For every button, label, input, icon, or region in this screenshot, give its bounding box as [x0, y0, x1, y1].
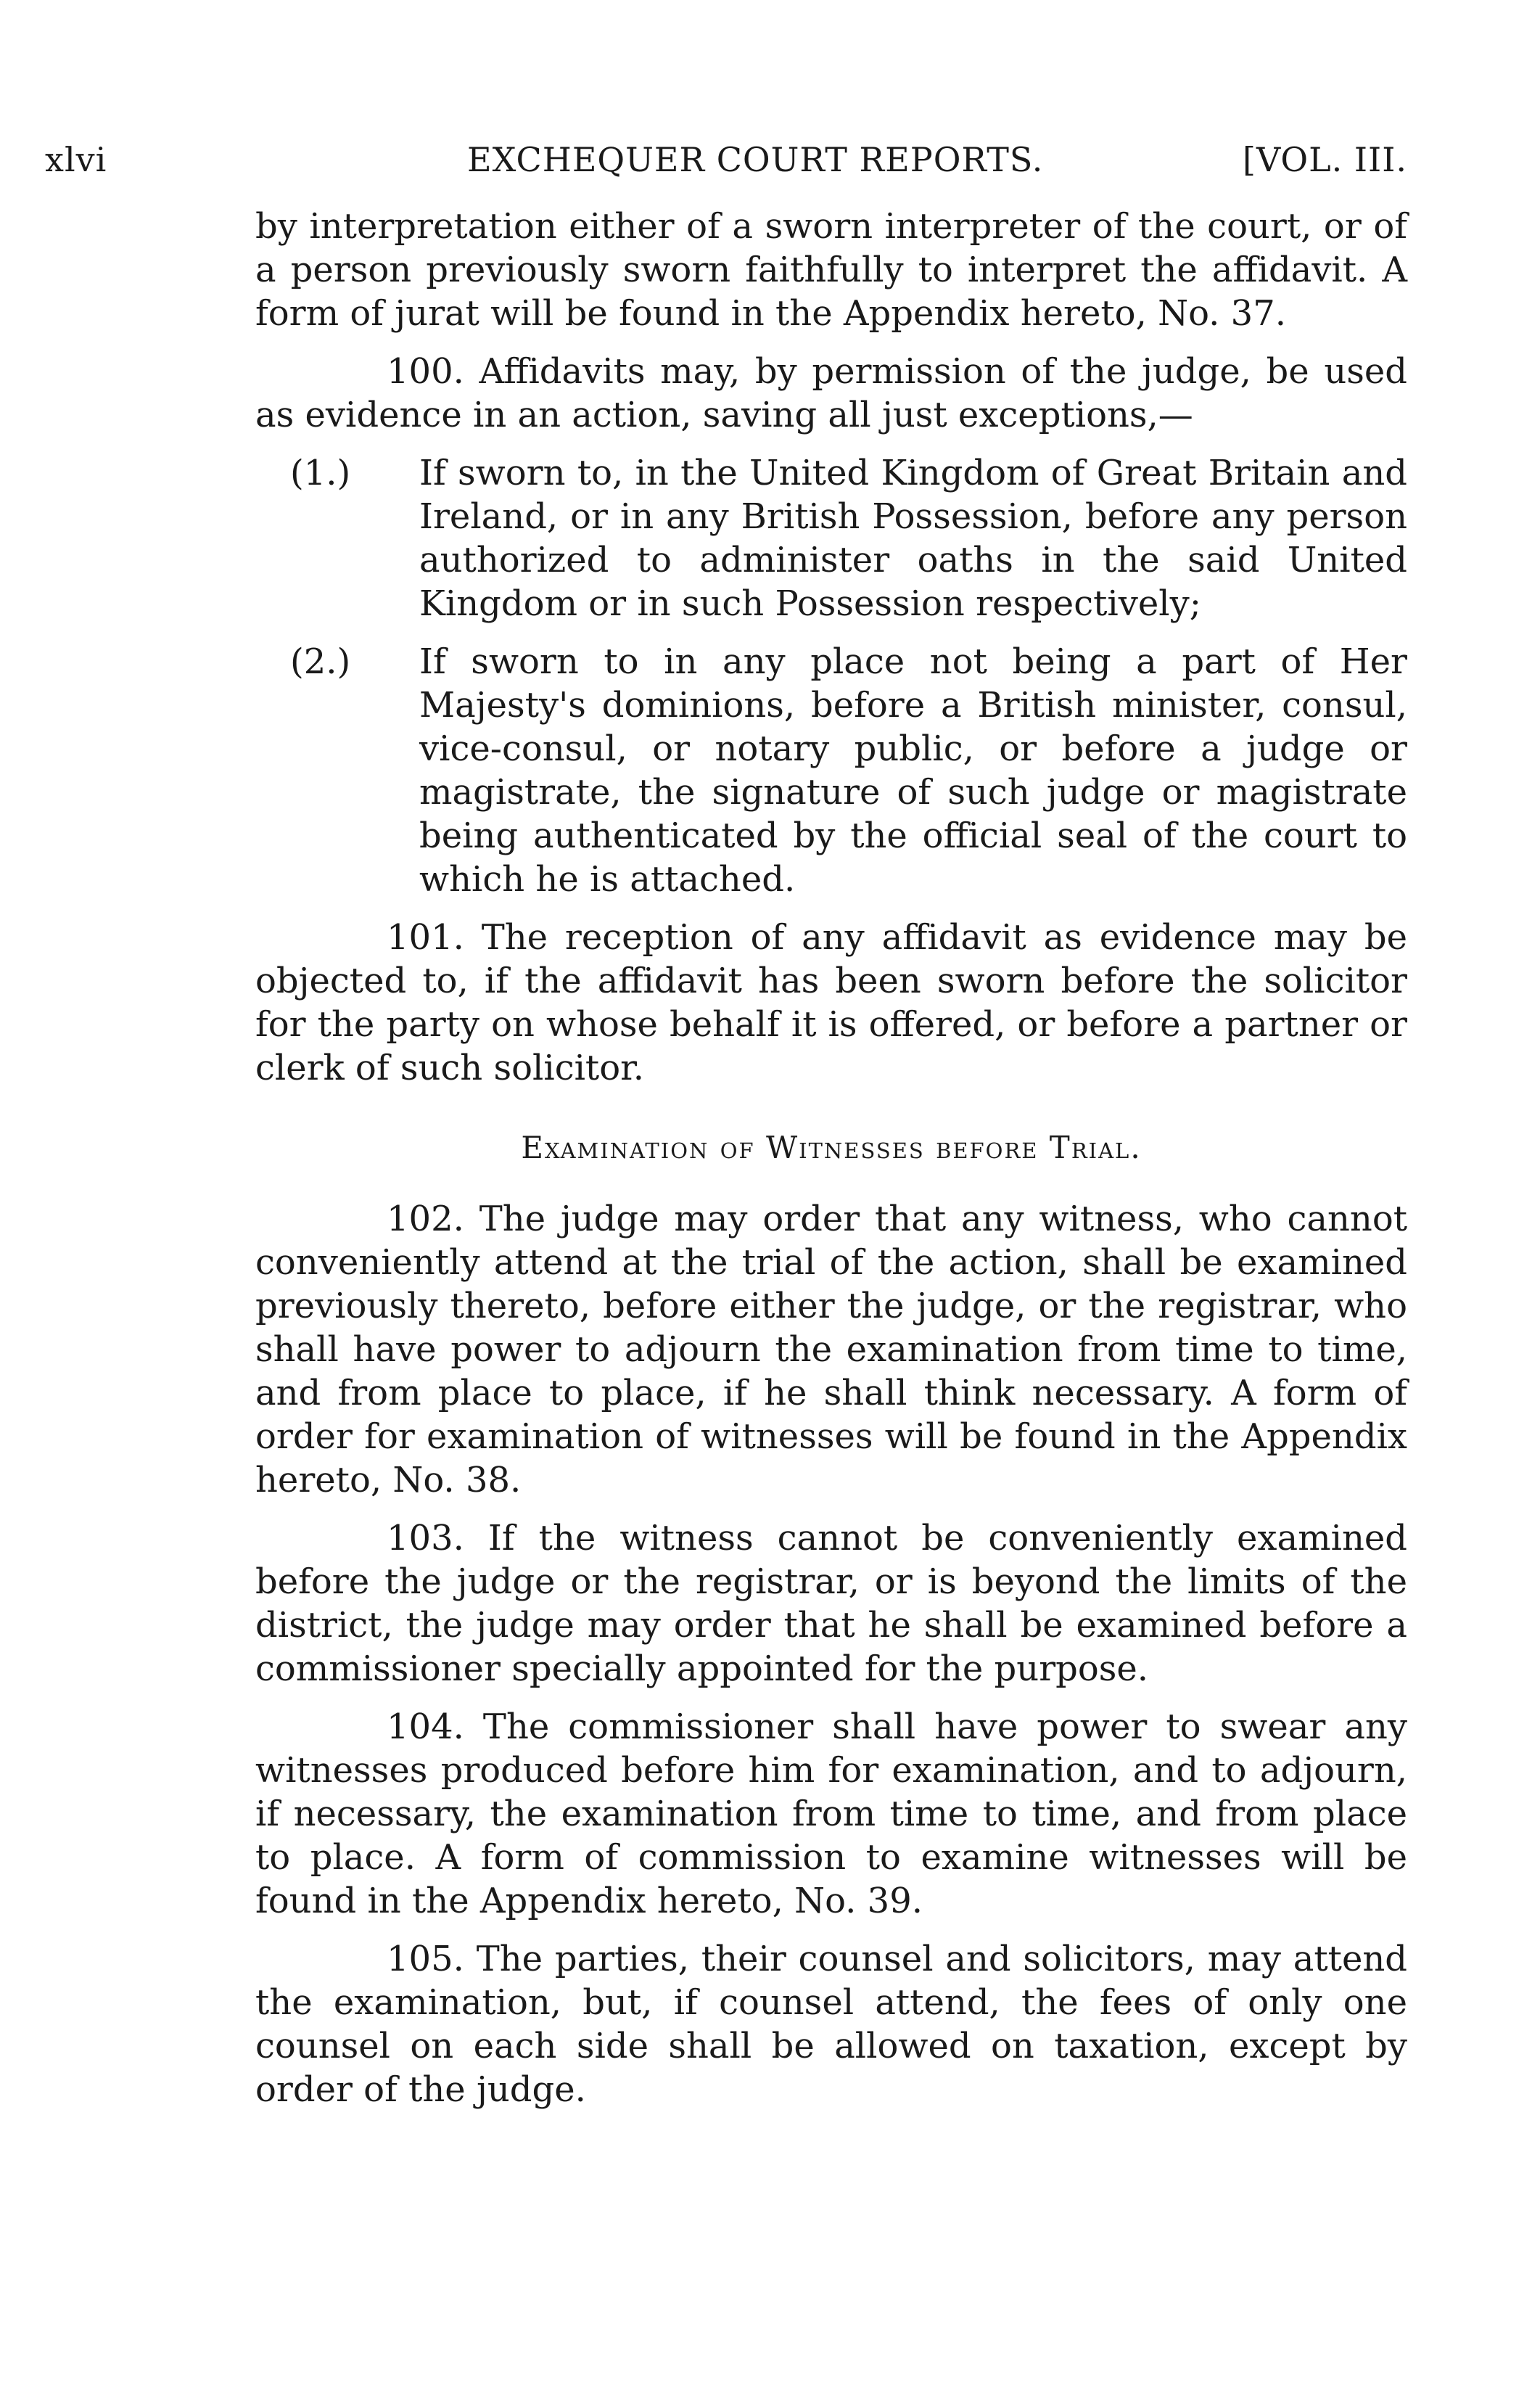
section-text: The reception of any affidavit as evidence may be objected to, if the affidavit has been sworn before the solicitor for the party on whose behalf it is offered, or before a partner or clerk of such solicitor.: [255, 917, 1408, 1088]
section-105: [255, 1937, 1407, 2111]
section-number: 103.: [387, 1518, 464, 1558]
page-header: [45, 131, 1407, 189]
paragraph-text: by interpretation either of a sworn interpreter of the court, or of a person previously sworn faithfully to interpret the affidavit. A form of jurat will be found in the Appendix hereto, No. 37.: [255, 206, 1407, 334]
section-heading: Examination of Witnesses before Trial.: [521, 1130, 1142, 1165]
running-title: EXCHEQUER COURT REPORTS.: [467, 140, 1044, 179]
page-number: xlvi: [45, 140, 107, 179]
section-number: 101.: [387, 917, 464, 958]
section-text: The judge may order that any witness, who cannot conveniently attend at the trial of the action, shall be examined previously thereto, before either the judge, or the registrar, who shall have power to adjourn the examination from time to time, and from place to place, if he shall think necessary. A form of order for examination of witnesses will be found in the Appendix hereto, No. 38.: [255, 1199, 1408, 1500]
section-101: [255, 916, 1407, 1090]
section-103: [255, 1516, 1407, 1691]
list-item-2: [255, 640, 1407, 901]
list-item-text: If sworn to, in the United Kingdom of Great Britain and Ireland, or in any British Possession, before any person authorized to administer oaths in the said United Kingdom or in such Possession respectively;: [419, 453, 1407, 624]
body-text: [255, 205, 1407, 2111]
paragraph-continuation: [255, 205, 1407, 335]
section-text: Affidavits may, by permission of the judge, be used as evidence in an action, saving all just exceptions,—: [255, 351, 1407, 435]
section-102: [255, 1197, 1407, 1502]
section-104: [255, 1705, 1407, 1923]
section-text: If the witness cannot be conveniently examined before the judge or the registrar, or is beyond the limits of the district, the judge may order that he shall be examined before a commissioner specially appointed for the purpose.: [255, 1518, 1407, 1689]
section-text: The commissioner shall have power to swear any witnesses produced before him for examination, and to adjourn, if necessary, the examination from time to time, and from place to place. A form of commission to examine witnesses will be found in the Appendix hereto, No. 39.: [255, 1707, 1407, 1921]
list-item-text: If sworn to in any place not being a part of Her Majesty's dominions, before a British minister, consul, vice-consul, or notary public, or before a judge or magistrate, the signature of such judge or magistrate being authenticated by the official seal of the court to which he is attached.: [419, 641, 1407, 900]
section-number: 104.: [387, 1707, 464, 1747]
volume-label: [VOL. III.: [1243, 140, 1407, 179]
section-number: 105.: [387, 1939, 464, 1979]
list-item-label: (1.): [290, 453, 351, 493]
section-text: The parties, their counsel and solicitors, may attend the examination, but, if counsel attend, the fees of only one counsel on each side shall be allowed on taxation, except by order of the judge.: [255, 1939, 1408, 2110]
section-100: [255, 350, 1407, 437]
section-number: 100.: [387, 351, 464, 392]
list-item-label: (2.): [290, 641, 351, 682]
list-item-1: [255, 451, 1407, 625]
section-number: 102.: [387, 1199, 464, 1239]
